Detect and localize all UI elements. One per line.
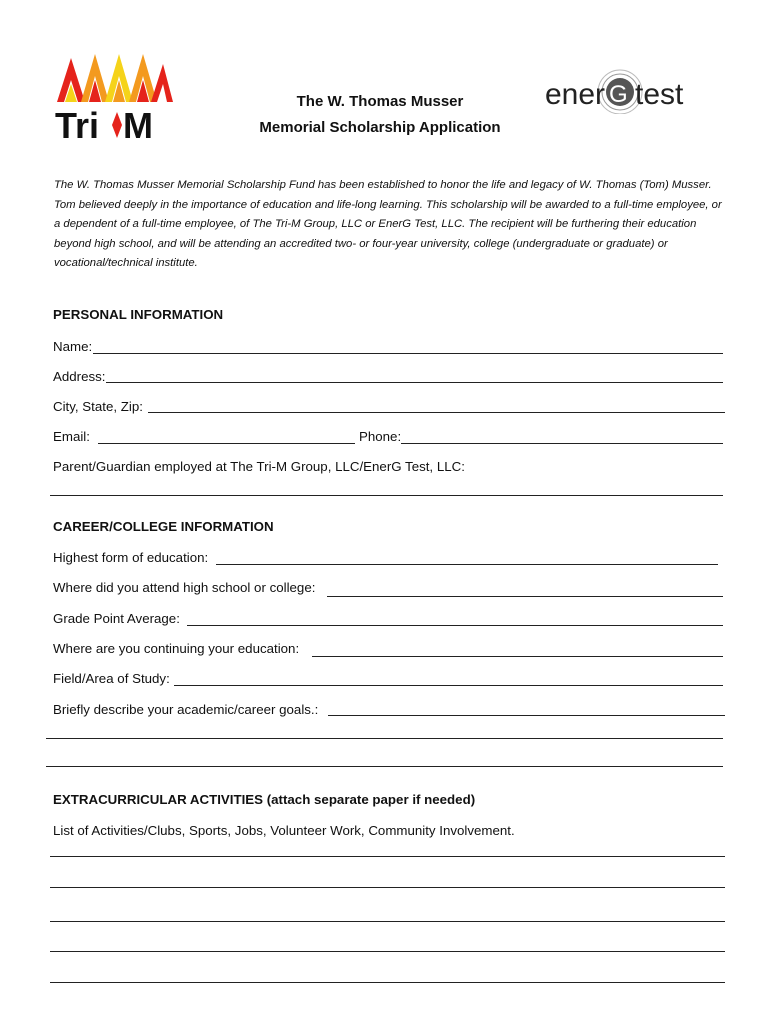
field-of-study-field[interactable] [174, 685, 723, 686]
energtest-wordmark-g: G [609, 81, 628, 108]
intro-paragraph: The W. Thomas Musser Memorial Scholarship Fund has been established to honor the life and legacy of W. Thomas (Tom) Musser. Tom believed deeply in the importance of education and life-long learning. This scholarship will be awarded to a full-time employee, or a dependent of a full-time employee, of The Tri-M Group, LLC or EnerG Test, LLC. The recipient will be furthering their education beyond high school, and will be attending an accredited two- or four-year university, college (undergraduate or graduate) or vocational/technical institute. [54, 179, 722, 270]
gpa-field[interactable] [187, 625, 723, 626]
education-field[interactable] [216, 564, 718, 565]
career-goals-field[interactable] [328, 715, 725, 716]
education-label: Highest form of education: [53, 550, 209, 565]
attended-school-field[interactable] [327, 596, 723, 597]
trim-wordmark-m: M [123, 105, 153, 140]
gpa-label: Grade Point Average: [53, 611, 180, 626]
career-goals-label: Briefly describe your academic/career goals.: [53, 702, 319, 717]
activities-line[interactable] [50, 982, 725, 983]
personal-info-heading: PERSONAL INFORMATION [53, 307, 224, 322]
email-field[interactable] [98, 443, 355, 444]
career-info-heading: CAREER/COLLEGE INFORMATION [53, 519, 274, 534]
activities-line[interactable] [50, 856, 725, 857]
phone-label: Phone: [359, 429, 402, 444]
field-of-study-label: Field/Area of Study: [53, 671, 170, 686]
attended-school-label: Where did you attend high school or college: [53, 580, 316, 595]
activities-line[interactable] [50, 921, 725, 922]
continuing-education-label: Where are you continuing your education: [53, 641, 300, 656]
employer-label: Parent/Guardian employed at The Tri-M Group, LLC/EnerG Test, LLC: [53, 459, 465, 474]
trim-wordmark: Tri [55, 105, 100, 140]
city-state-zip-label: City, State, Zip: [53, 399, 143, 414]
phone-field[interactable] [401, 443, 723, 444]
city-state-zip-field[interactable] [148, 412, 725, 413]
career-goals-line[interactable] [46, 738, 723, 739]
email-label: Email: [53, 429, 90, 444]
continuing-education-field[interactable] [312, 656, 723, 657]
extracurricular-heading: EXTRACURRICULAR ACTIVITIES (attach separate paper if needed) [53, 792, 476, 807]
activities-label: List of Activities/Clubs, Sports, Jobs, Volunteer Work, Community Involvement. [53, 823, 515, 838]
name-label: Name: [53, 339, 93, 354]
name-field[interactable] [93, 353, 723, 354]
page-title-line1: The W. Thomas Musser [296, 93, 464, 110]
energtest-wordmark-test: test [635, 78, 684, 111]
employer-field[interactable] [50, 495, 723, 496]
address-field[interactable] [106, 382, 723, 383]
activities-line[interactable] [50, 951, 725, 952]
page-title-line2: Memorial Scholarship Application [259, 119, 501, 136]
energtest-wordmark: ener [545, 78, 606, 111]
address-label: Address: [53, 369, 106, 384]
career-goals-line[interactable] [46, 766, 723, 767]
activities-line[interactable] [50, 887, 725, 888]
